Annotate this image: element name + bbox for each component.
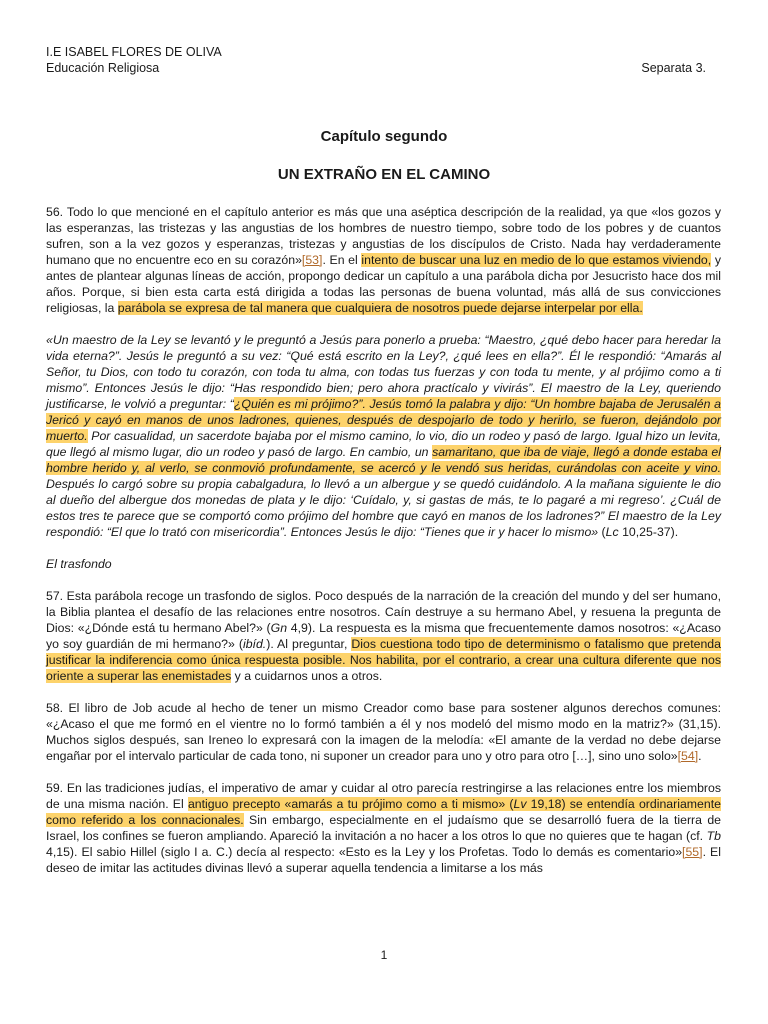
text-run: ( (598, 525, 606, 539)
text-run: y a cuidarnos unos a otros. (231, 669, 383, 683)
paragraph-56 (46, 204, 721, 316)
book-ref: Gn (270, 621, 288, 635)
page-number: 1 (380, 948, 388, 962)
text-run: . (698, 749, 702, 763)
school-name: I.E ISABEL FLORES DE OLIVA (46, 45, 222, 59)
subject-name: Educación Religiosa (46, 61, 160, 75)
text-run: y antes de plantear algunas líneas de acción, propongo dedicar un capítulo a una parábola dicha por Jesucristo hace dos mil años. Porque, si bien esta carta está dirigida a todas las personas de buena voluntad, más allá de sus convicciones religiosas, la (46, 253, 721, 315)
section-title: UN EXTRAÑO EN EL CAMINO (277, 166, 491, 183)
text-run: 4,15). El sabio Hillel (siglo I a. C.) decía al respecto: «Esto es la Ley y los Profetas. Todo lo demás es comentario» (46, 845, 683, 859)
separata-label: Separata 3. (641, 61, 706, 75)
text-run: 56. Todo lo que mencioné en el capítulo anterior es más que una aséptica descripción de la realidad, ya que «los gozos y las esperanzas, las tristezas y las angustias de los hombres de nuestro tiempo, sobre todo de los pobres y de cuantos sufren, son a la vez gozos y esperanzas, tristezas y angustias de los discípulos de Cristo. Nada hay verdaderamente humano que no encuentre eco en su corazón» (46, 205, 721, 267)
text-run: Después lo cargó sobre su propia cabalgadura, lo llevó a un albergue y se quedó cuidándolo. A la mañana siguiente le dio al dueño del albergue dos monedas de plata y le dijo: ‘Cuídalo, y, si gastas de más, te lo pagaré a mi regreso’. ¿Cuál de estos tres te parece que se comportó como prójimo del hombre que cayó en manos de los ladrones?” El maestro de la Ley respondió: “El que lo trató con misericordia”. Entonces Jesús le dijo: “Tienes que ir y hacer lo mismo» (46, 477, 721, 539)
highlight: ¿Quién es mi prójimo?”. Jesús tomó la palabra y dijo: “Un hombre bajaba de Jerusalén a Jericó y cayó en manos de unos ladrones, quienes, después de despojarlo de todo y herirlo, se fueron, dejándolo por muerto. (46, 397, 721, 443)
footnote-link-53[interactable]: [53] (301, 253, 323, 267)
paragraph-59 (46, 780, 721, 876)
book-ref: Lv (513, 797, 527, 811)
document-body (46, 204, 721, 892)
footnote-link-55[interactable]: [55] (682, 845, 703, 859)
parable-quote (46, 332, 721, 540)
text-run: 4,9). La respuesta es la misma que frecuentemente damos nosotros: «¿Acaso yo soy guardián de mi hermano?» ( (46, 621, 721, 651)
text-run: ). Al preguntar, (266, 637, 352, 651)
text-run: 58. El libro de Job acude al hecho de tener un mismo Creador como base para sostener algunos derechos comunes: «¿Acaso el que me formó en el vientre no lo formó también a él y nos modeló del mismo modo en la matriz?» (31,15). Muchos siglos después, san Ireneo lo expresará con la imagen de la melodía: «El amante de la verdad no debe dejarse engañar por el intervalo particular de cada tono, ni suponer un creador para uno y otro para otro […], sino uno solo» (46, 701, 721, 763)
book-ref: Lc (605, 525, 619, 539)
book-ref: ibíd. (242, 637, 267, 651)
paragraph-57 (46, 588, 721, 684)
highlight: parábola se expresa de tal manera que cualquiera de nosotros puede dejarse interpelar por ella. (117, 301, 643, 315)
text-run: . En el (322, 253, 362, 267)
highlight: samaritano, que iba de viaje, llegó a donde estaba el hombre herido y, al verlo, se conmovió profundamente, se acercó y le vendó sus heridas, curándolas con aceite y vino. (46, 445, 722, 475)
text-run: antiguo precepto «amarás a tu prójimo como a ti mismo» ( (187, 797, 514, 811)
text-run: Por casualidad, un sacerdote bajaba por el mismo camino, lo vio, dio un rodeo y pasó de largo. Igual hizo un levita, que llegó al mismo lugar, dio un rodeo y pasó de largo. En cambio, un (46, 429, 721, 459)
book-ref: Tb (706, 829, 721, 843)
text-run: 10,25-37). (618, 525, 679, 539)
paragraph-58 (46, 700, 721, 764)
chapter-title: Capítulo segundo (320, 128, 448, 145)
highlight: Dios cuestiona todo tipo de determinismo o fatalismo que pretenda justificar la indiferencia como única respuesta posible. Nos habilita, por el contrario, a crear una cultura diferente que nos oriente a superar las enemistades (46, 637, 721, 683)
text-run: «Un maestro de la Ley se levantó y le preguntó a Jesús para ponerlo a prueba: “Maestro, ¿qué debo hacer para heredar la vida eterna?”. Jesús le preguntó a su vez: “Qué está escrito en la Ley?, ¿qué lees en ella?”. Él le respondió: “Amarás al Señor, tu Dios, con todo tu corazón, con toda tu alma, con todas tus fuerzas y con toda tu mente, y al prójimo como a ti mismo”. Entonces Jesús le dijo: “Has respondido bien; pero ahora practícalo y vivirás”. El maestro de la Ley, queriendo justificarse, le volvió a preguntar: “ (46, 333, 721, 411)
text-run: . El deseo de imitar las actitudes divinas llevó a superar aquella tendencia a limitarse a los más (46, 845, 721, 875)
subheading: El trasfondo (46, 557, 112, 571)
highlight: intento de buscar una luz en medio de lo que estamos viviendo, (361, 253, 712, 267)
text-run: 59. En las tradiciones judías, el imperativo de amar y cuidar al otro parecía restringirse a las relaciones entre los miembros de una misma nación. El (46, 781, 721, 811)
text-run: 57. Esta parábola recoge un trasfondo de siglos. Poco después de la narración de la creación del mundo y del ser humano, la Biblia plantea el desafío de las relaciones entre nosotros. Caín destruye a su hermano Abel, y resuena la pregunta de Dios: «¿Dónde está tu hermano Abel?» ( (46, 589, 721, 635)
text-run: Sin embargo, especialmente en el judaísmo que se desarrolló fuera de la tierra de Israel, los confines se fueron ampliando. Apareció la invitación a no hacer a los otros lo que no quieres que te hagan (cf. (46, 813, 722, 843)
page-header (46, 44, 706, 76)
text-run: 19,18) se entendía ordinariamente como referido a los connacionales. (46, 797, 721, 827)
footnote-link-54[interactable]: [54] (677, 749, 699, 763)
